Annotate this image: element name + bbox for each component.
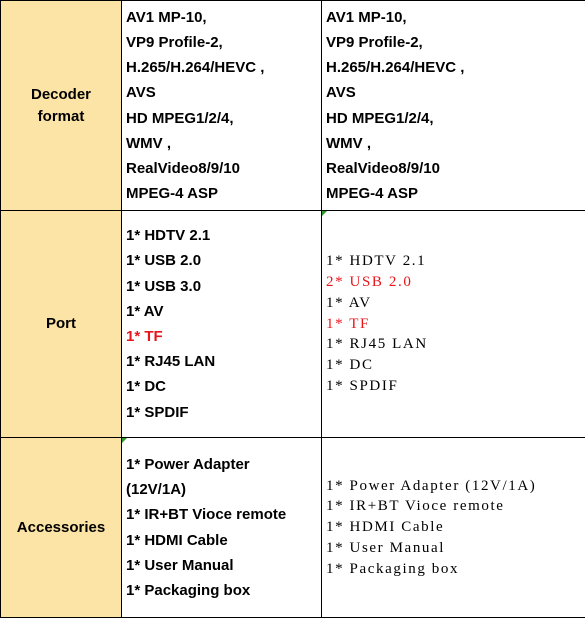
decoder-item: RealVideo8/9/10	[326, 156, 585, 181]
accessories-col-a	[122, 438, 322, 618]
decoder-item: AVS	[326, 80, 585, 105]
port-item: 1* HDTV 2.1	[126, 223, 321, 248]
label-accessories: Accessories	[1, 438, 122, 618]
decoder-item: WMV ,	[126, 131, 321, 156]
decoder-item: H.265/H.264/HEVC ,	[126, 55, 321, 80]
decoder-item: WMV ,	[326, 131, 585, 156]
label-port: Port	[1, 211, 122, 438]
accessory-item: 1* Power Adapter (12V/1A)	[326, 476, 585, 497]
accessory-item: 1* User Manual	[326, 538, 585, 559]
decoder-item: MPEG-4 ASP	[326, 181, 585, 206]
decoder-item: HD MPEG1/2/4,	[126, 106, 321, 131]
row-accessories	[1, 438, 585, 618]
accessory-item: 1* IR+BT Vioce remote	[126, 502, 321, 527]
port-item: 1* USB 2.0	[126, 248, 321, 273]
label-line: Decoder	[1, 84, 121, 106]
port-col-a	[122, 211, 322, 438]
port-item: 1* SPDIF	[126, 400, 321, 425]
accessories-col-b	[322, 438, 585, 618]
label-decoder-format	[1, 1, 122, 211]
port-item: 1* RJ45 LAN	[126, 349, 321, 374]
accessory-item: 1* User Manual	[126, 553, 321, 578]
accessory-item: 1* Power Adapter	[126, 452, 321, 477]
port-item: 1* DC	[326, 355, 585, 376]
port-item: 1* SPDIF	[326, 376, 585, 397]
decoder-col-a	[122, 1, 322, 211]
accessory-item: (12V/1A)	[126, 477, 321, 502]
port-item: 1* RJ45 LAN	[326, 334, 585, 355]
decoder-item: RealVideo8/9/10	[126, 156, 321, 181]
accessory-item: 1* IR+BT Vioce remote	[326, 496, 585, 517]
row-port	[1, 211, 585, 438]
decoder-item: H.265/H.264/HEVC ,	[326, 55, 585, 80]
port-item: 1* DC	[126, 374, 321, 399]
port-item-highlighted: 1* TF	[126, 324, 321, 349]
cell-corner-marker	[322, 211, 327, 216]
label-line: format	[1, 106, 121, 128]
decoder-item: HD MPEG1/2/4,	[326, 106, 585, 131]
row-decoder-format	[1, 1, 585, 211]
accessory-item: 1* HDMI Cable	[126, 528, 321, 553]
cell-corner-marker	[122, 438, 127, 443]
port-item: 1* AV	[326, 293, 585, 314]
port-item: 1* AV	[126, 299, 321, 324]
port-item-highlighted: 1* TF	[326, 314, 585, 335]
port-item-highlighted: 2* USB 2.0	[326, 272, 585, 293]
accessory-item: 1* Packaging box	[126, 578, 321, 603]
decoder-item: AVS	[126, 80, 321, 105]
decoder-item: MPEG-4 ASP	[126, 181, 321, 206]
port-item: 1* USB 3.0	[126, 274, 321, 299]
accessory-item: 1* HDMI Cable	[326, 517, 585, 538]
port-item: 1* HDTV 2.1	[326, 251, 585, 272]
decoder-item: AV1 MP-10,	[126, 5, 321, 30]
decoder-col-b	[322, 1, 585, 211]
decoder-item: VP9 Profile-2,	[326, 30, 585, 55]
decoder-item: AV1 MP-10,	[326, 5, 585, 30]
decoder-item: VP9 Profile-2,	[126, 30, 321, 55]
accessory-item: 1* Packaging box	[326, 559, 585, 580]
port-col-b	[322, 211, 585, 438]
